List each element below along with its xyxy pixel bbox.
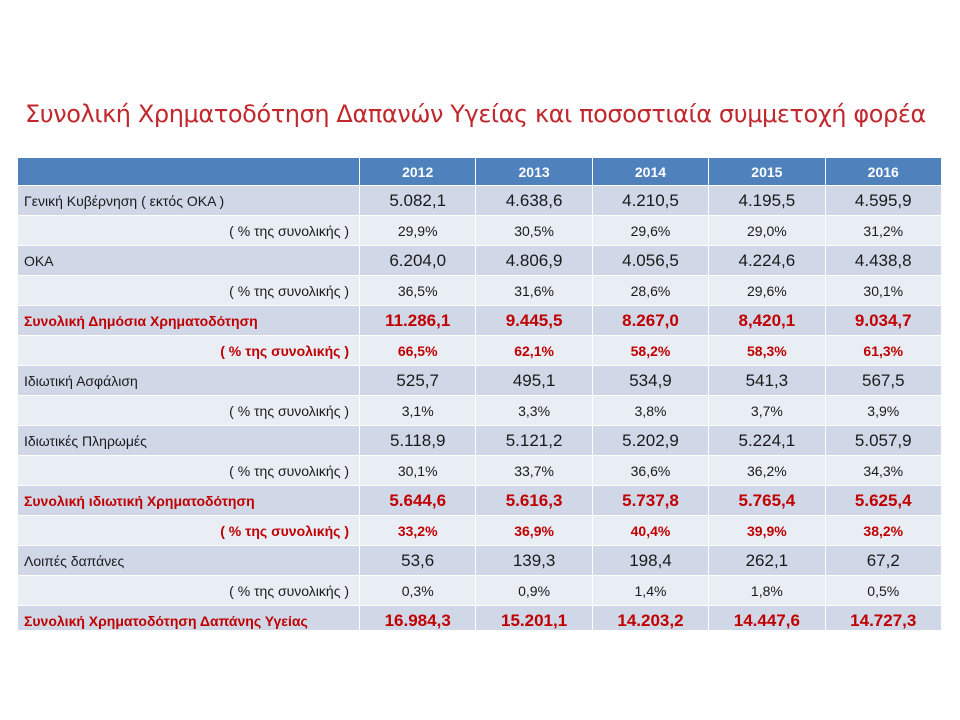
row-percent-label: ( % της συνολικής ) [18, 516, 360, 546]
percent-cell: 1,8% [709, 576, 825, 606]
table-row [18, 366, 942, 396]
value-cell: 9.034,7 [825, 306, 941, 336]
percent-cell: 29,6% [709, 276, 825, 306]
value-cell: 5.121,2 [476, 426, 592, 456]
percent-cell: 0,5% [825, 576, 941, 606]
percent-cell: 58,2% [592, 336, 708, 366]
value-cell: 53,6 [360, 546, 476, 576]
row-percent-label: ( % της συνολικής ) [18, 456, 360, 486]
percent-cell: 66,5% [360, 336, 476, 366]
table-body [18, 186, 942, 631]
percent-cell: 28,6% [592, 276, 708, 306]
percent-cell: 1,4% [592, 576, 708, 606]
value-cell: 14.727,3 [825, 606, 941, 631]
percent-cell: 3,8% [592, 396, 708, 426]
percent-cell: 38,2% [825, 516, 941, 546]
percent-cell: 3,1% [360, 396, 476, 426]
value-cell: 262,1 [709, 546, 825, 576]
row-percent-label: ( % της συνολικής ) [18, 276, 360, 306]
row-percent-label: ( % της συνολικής ) [18, 576, 360, 606]
table-row [18, 516, 942, 546]
table-row [18, 336, 942, 366]
value-cell: 567,5 [825, 366, 941, 396]
year-header: 2014 [592, 158, 708, 186]
value-cell: 525,7 [360, 366, 476, 396]
year-header: 2015 [709, 158, 825, 186]
financing-table [17, 157, 941, 630]
value-cell: 4.056,5 [592, 246, 708, 276]
percent-cell: 31,2% [825, 216, 941, 246]
value-cell: 4.224,6 [709, 246, 825, 276]
value-cell: 8,420,1 [709, 306, 825, 336]
value-cell: 5.616,3 [476, 486, 592, 516]
table-row [18, 606, 942, 631]
table-row [18, 186, 942, 216]
row-label: Γενική Κυβέρνηση ( εκτός ΟΚΑ ) [18, 186, 360, 216]
value-cell: 4.210,5 [592, 186, 708, 216]
percent-cell: 58,3% [709, 336, 825, 366]
value-cell: 534,9 [592, 366, 708, 396]
percent-cell: 30,1% [825, 276, 941, 306]
value-cell: 4.195,5 [709, 186, 825, 216]
percent-cell: 36,9% [476, 516, 592, 546]
row-label: Συνολική Δημόσια Χρηματοδότηση [18, 306, 360, 336]
percent-cell: 39,9% [709, 516, 825, 546]
row-label: ΟΚΑ [18, 246, 360, 276]
percent-cell: 3,3% [476, 396, 592, 426]
value-cell: 8.267,0 [592, 306, 708, 336]
value-cell: 495,1 [476, 366, 592, 396]
value-cell: 9.445,5 [476, 306, 592, 336]
row-label: Συνολική Χρηματοδότηση Δαπάνης Υγείας [18, 606, 360, 631]
value-cell: 5.737,8 [592, 486, 708, 516]
row-percent-label: ( % της συνολικής ) [18, 396, 360, 426]
row-label: Συνολική ιδιωτική Χρηματοδότηση [18, 486, 360, 516]
table-row [18, 576, 942, 606]
value-cell: 4.438,8 [825, 246, 941, 276]
value-cell: 198,4 [592, 546, 708, 576]
value-cell: 16.984,3 [360, 606, 476, 631]
percent-cell: 33,2% [360, 516, 476, 546]
percent-cell: 61,3% [825, 336, 941, 366]
percent-cell: 36,5% [360, 276, 476, 306]
percent-cell: 3,7% [709, 396, 825, 426]
value-cell: 15.201,1 [476, 606, 592, 631]
value-cell: 6.204,0 [360, 246, 476, 276]
year-header: 2016 [825, 158, 941, 186]
table-row [18, 246, 942, 276]
table-row [18, 486, 942, 516]
table-row [18, 276, 942, 306]
row-percent-label: ( % της συνολικής ) [18, 216, 360, 246]
value-cell: 541,3 [709, 366, 825, 396]
year-header: 2012 [360, 158, 476, 186]
value-cell: 4.595,9 [825, 186, 941, 216]
financing-table-container [17, 157, 941, 630]
table-row [18, 426, 942, 456]
percent-cell: 31,6% [476, 276, 592, 306]
value-cell: 139,3 [476, 546, 592, 576]
percent-cell: 36,6% [592, 456, 708, 486]
row-label: Λοιπές δαπάνες [18, 546, 360, 576]
value-cell: 11.286,1 [360, 306, 476, 336]
percent-cell: 30,5% [476, 216, 592, 246]
value-cell: 4.638,6 [476, 186, 592, 216]
value-cell: 14.203,2 [592, 606, 708, 631]
row-label: Ιδιωτικές Πληρωμές [18, 426, 360, 456]
value-cell: 5.057,9 [825, 426, 941, 456]
value-cell: 4.806,9 [476, 246, 592, 276]
percent-cell: 36,2% [709, 456, 825, 486]
percent-cell: 29,0% [709, 216, 825, 246]
percent-cell: 3,9% [825, 396, 941, 426]
value-cell: 67,2 [825, 546, 941, 576]
year-header: 2013 [476, 158, 592, 186]
percent-cell: 0,9% [476, 576, 592, 606]
value-cell: 5.118,9 [360, 426, 476, 456]
percent-cell: 30,1% [360, 456, 476, 486]
table-row [18, 306, 942, 336]
value-cell: 5.202,9 [592, 426, 708, 456]
value-cell: 14.447,6 [709, 606, 825, 631]
percent-cell: 62,1% [476, 336, 592, 366]
table-row [18, 456, 942, 486]
value-cell: 5.765,4 [709, 486, 825, 516]
percent-cell: 33,7% [476, 456, 592, 486]
value-cell: 5.224,1 [709, 426, 825, 456]
table-row [18, 546, 942, 576]
percent-cell: 29,9% [360, 216, 476, 246]
percent-cell: 0,3% [360, 576, 476, 606]
value-cell: 5.082,1 [360, 186, 476, 216]
row-label: Ιδιωτική Ασφάλιση [18, 366, 360, 396]
percent-cell: 34,3% [825, 456, 941, 486]
percent-cell: 40,4% [592, 516, 708, 546]
header-row [18, 158, 942, 186]
table-row [18, 216, 942, 246]
value-cell: 5.644,6 [360, 486, 476, 516]
percent-cell: 29,6% [592, 216, 708, 246]
value-cell: 5.625,4 [825, 486, 941, 516]
table-row [18, 396, 942, 426]
header-corner-cell [18, 158, 360, 186]
row-percent-label: ( % της συνολικής ) [18, 336, 360, 366]
slide-title: Συνολική Χρηματοδότηση Δαπανών Υγείας και ποσοστιαία συμμετοχή φορέα [25, 100, 926, 128]
